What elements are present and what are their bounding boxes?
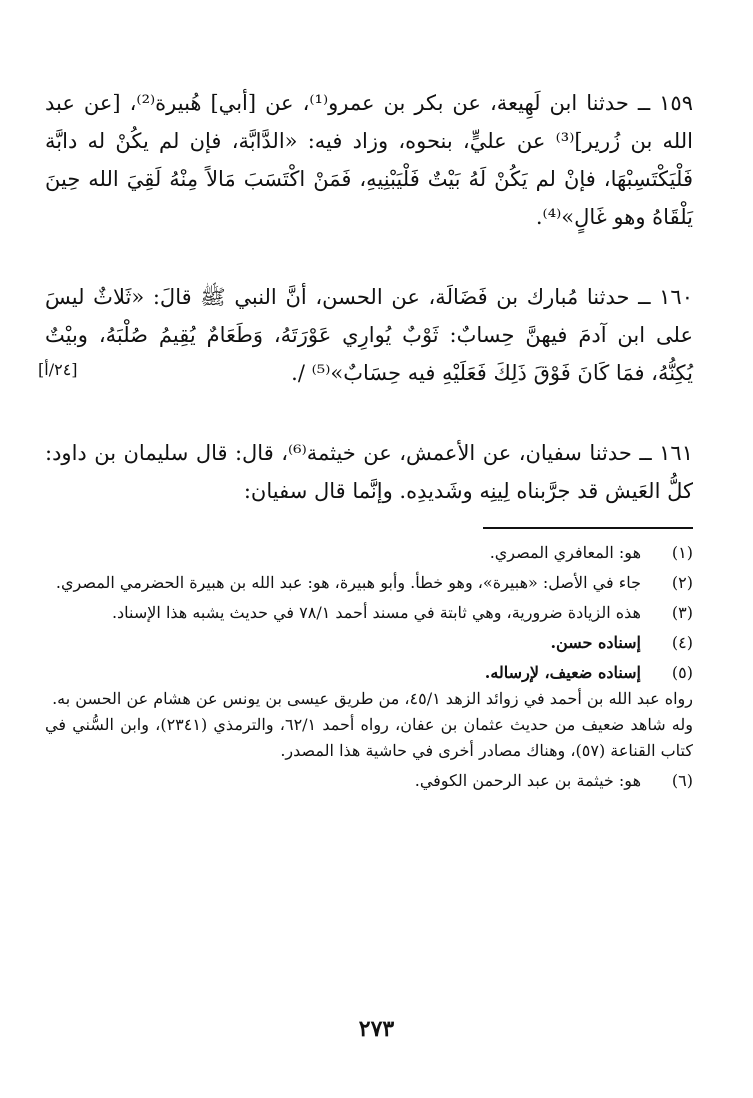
footnote-number: (٥) [671,663,693,682]
footnote-text: هذه الزيادة ضرورية، وهي ثابتة في مسند أحمد ٧٨/١ في حديث يشبه هذا الإسناد. [111,603,641,622]
footnote-5 [45,660,693,764]
folio-marker: [٢٤/أ] [38,360,78,379]
footnote-continuation: وله شاهد ضعيف من حديث عثمان بن عفان، رواه أحمد ٦٢/١، والترمذي (٢٣٤١)، وابن السُّني في كتاب القناعة (٥٧)، وهناك مصادر أخرى في حاشية هذا المصدر. [45,715,693,760]
hadith-160 [45,278,693,392]
footnote-number: (٢) [671,573,693,592]
footnote-2 [45,570,693,596]
hadith-text: ١٥٩ ــ حدثنا ابن لَهِيعة، عن بكر بن عمرو⁽¹⁾، عن [أبي] هُبيرة⁽²⁾، [عن عبد الله بن زُرير]⁽³⁾ عن عليٍّ، بنحوه، وزاد فيه: «الدَّابَّة، فإن لم يكُنْ له دابَّة فَلْيَكْتَسِبْهَا، فإنْ لم يَكُنْ لَهُ بَيْتٌ فَلْيَبْنِيهِ، فَمَنْ اكْتَسَبَ مَالاً مِنْهُ لَقِيَ الله حِينَ يَلْقَاهُ وهو غَالٍ»⁽⁴⁾. [45,91,693,229]
hadith-text: ١٦٠ ــ حدثنا مُبارك بن فَضَالَة، عن الحسن، أنَّ النبي ﷺ قالَ: «ثَلاثٌ ليسَ على ابن آدمَ فيهنَّ حِسابٌ: ثَوْبٌ يُوارِي عَوْرَتَهُ، وَطَعَامٌ يُقِيمُ صُلْبَهُ، وبيْتٌ يُكِنُّهُ، فمَا كَانَ فَوْقَ ذَلِكَ فَعَلَيْهِ فيه حِسَابٌ»⁽⁵⁾ /. [45,285,693,385]
hadith-159 [45,84,693,236]
footnote-6 [45,768,693,794]
hadith-text: ١٦١ ــ حدثنا سفيان، عن الأعمش، عن خيثمة⁽⁶⁾، قال: قال سليمان بن داود: كلُّ العَيش قد جرَّبناه لِينِه وشَديدِه. وإنَّما قال سفيان: [45,441,693,503]
footnote-number: (٦) [671,771,693,790]
footnote-number: (١) [671,543,693,562]
footnote-1 [45,540,693,566]
footnote-text: إسناده حسن. [550,633,641,652]
footnote-number: (٤) [671,633,693,652]
footnotes [45,540,693,798]
footnote-text: هو: المعافري المصري. [489,543,641,562]
footnote-4 [45,630,693,656]
footnote-number: (٣) [671,603,693,622]
footnote-text: إسناده ضعيف، لإرساله. [484,663,641,682]
footnote-3 [45,600,693,626]
page-number: ٢٧٣ [358,1016,395,1042]
footnote-divider [483,527,693,529]
footnote-text: هو: خيثمة بن عبد الرحمن الكوفي. [414,771,641,790]
hadith-161 [45,434,693,510]
footnote-text: جاء في الأصل: «هبيرة»، وهو خطأ. وأبو هبيرة، هو: عبد الله بن هبيرة الحضرمي المصري. [55,573,641,592]
footnote-continuation: رواه عبد الله بن أحمد في زوائد الزهد ٤٥/١، من طريق عيسى بن يونس عن هشام عن الحسن به. [52,689,693,708]
